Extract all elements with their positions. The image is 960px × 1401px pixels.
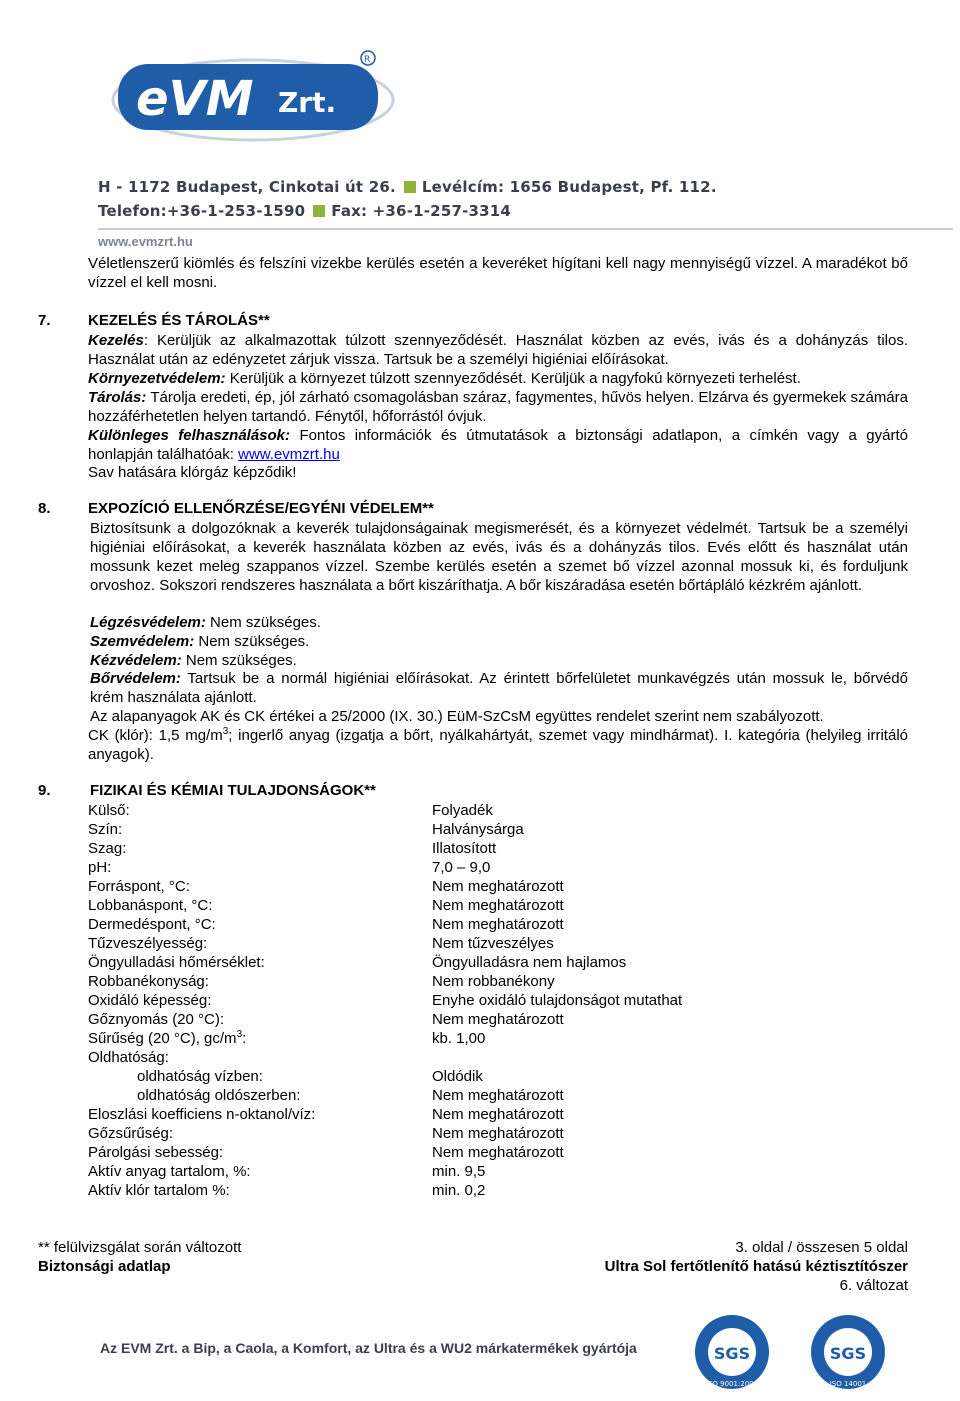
section-8-number: 8. — [38, 500, 51, 517]
szem-label: Szemvédelem: — [90, 633, 195, 650]
property-label-text: pH: — [88, 859, 112, 876]
property-value: Nem meghatározott — [432, 1011, 564, 1028]
property-value: min. 0,2 — [432, 1182, 486, 1199]
address-text: H - 1172 Budapest, Cinkotai út 26. — [98, 178, 396, 196]
section-8-body: Biztosítsunk a dolgozóknak a keverék tulajdonságainak megismerését, és a környezet védelmét. Tartsuk be a személyi higiéniai előírásokat, a keverék használata közben az evés, ivás és a dohányzás tilos. Evés előtt és használat után mossunk kezet meleg szappanos vízzel. Szembe kerülés esetén a szemet bő vízzel azonnal mossuk ki, és forduljunk orvoshoz. Sokszori rendszeres használata a bőrt kiszáríthatja. A bőr kiszáradása esetén bőrtápláló kézkrém ajánlott. — [90, 520, 908, 594]
section-9-number: 9. — [38, 782, 51, 799]
property-label-text: oldhatóság vízben: — [137, 1068, 263, 1085]
property-value: Nem meghatározott — [432, 1144, 564, 1161]
property-value: Nem meghatározott — [432, 1087, 564, 1104]
section-7-kulonleges — [88, 426, 908, 464]
company-logo — [88, 40, 408, 150]
property-label — [88, 840, 126, 857]
property-label — [88, 1144, 223, 1161]
footer-note: ** felülvizsgálat során változott — [38, 1239, 242, 1256]
property-label — [137, 1068, 263, 1085]
property-value: Nem robbanékony — [432, 973, 555, 990]
phone-text: Telefon:+36-1-253-1590 — [98, 202, 306, 220]
footer-version: 6. változat — [839, 1277, 908, 1294]
legzes-label: Légzésvédelem: — [90, 614, 206, 631]
website-link[interactable]: www.evmzrt.hu — [238, 446, 340, 463]
svg-text:Zrt.: Zrt. — [278, 86, 337, 119]
footer-doc-type: Biztonsági adatlap — [38, 1258, 171, 1275]
section-7-number: 7. — [38, 312, 51, 329]
property-label — [88, 1011, 224, 1028]
header-divider — [98, 228, 953, 230]
property-label-text: Aktív anyag tartalom, %: — [88, 1163, 251, 1180]
property-value: Nem tűzveszélyes — [432, 935, 554, 952]
green-square-icon — [313, 205, 325, 217]
property-value: Nem meghatározott — [432, 1125, 564, 1142]
property-label — [88, 1125, 173, 1142]
fax-text: Fax: +36-1-257-3314 — [331, 202, 512, 220]
svg-text:eVM: eVM — [136, 71, 254, 127]
property-label — [137, 1087, 300, 1104]
svg-text:R: R — [364, 55, 371, 65]
property-value: Nem meghatározott — [432, 916, 564, 933]
section-9-title: FIZIKAI ÉS KÉMIAI TULAJDONSÁGOK** — [90, 782, 376, 799]
header-website: www.evmzrt.hu — [98, 234, 193, 249]
property-label — [88, 1182, 230, 1199]
footer-brands: Az EVM Zrt. a Bip, a Caola, a Komfort, az Ultra és a WU2 márkatermékek gyártója — [100, 1340, 637, 1356]
property-label — [88, 878, 190, 895]
property-value: Öngyulladásra nem hajlamos — [432, 954, 627, 971]
property-label-text: Oxidáló képesség: — [88, 992, 212, 1009]
kezeles-label: Kezelés — [88, 332, 144, 349]
property-value: Oldódik — [432, 1068, 483, 1085]
property-label-text: Aktív klór tartalom %: — [88, 1182, 230, 1199]
intro-paragraph: Véletlenszerű kiömlés és felszíni vizekbe kerülés esetén a keveréket hígítani kell nagy mennyiségű vízzel. A maradékot bő vízzel el kell mosni. — [88, 255, 908, 291]
property-label-text: Dermedéspont, °C: — [88, 916, 216, 933]
kornyezet-label: Környezetvédelem: — [88, 370, 226, 387]
property-value: kb. 1,00 — [432, 1030, 486, 1047]
property-label-text: Oldhatóság: — [88, 1049, 169, 1066]
property-label — [88, 992, 211, 1009]
property-label-text: Külső: — [88, 802, 130, 819]
property-label — [88, 859, 111, 876]
ck-text-b: ; ingerlő anyag (izgatja a bőrt, nyálkahártyát, szemet vagy mindhármat). I. kategória (helyileg irritáló anyagok). — [88, 727, 908, 763]
property-label — [88, 935, 207, 952]
legzes-text: Nem szükséges. — [205, 614, 321, 631]
property-label-tail: : — [242, 1030, 247, 1047]
ck-text-a: CK (klór): 1,5 mg/m — [88, 727, 223, 744]
section-7-sav: Sav hatására klórgáz képződik! — [88, 464, 297, 481]
property-label-text: Párolgási sebesség: — [88, 1144, 224, 1161]
iso-14001-seal — [808, 1312, 888, 1392]
property-value: min. 9,5 — [432, 1163, 486, 1180]
tarolas-text: Tárolja eredeti, ép, jól zárható csomagolásban száraz, fagymentes, hűvös helyen. Elzárva és gyermekek számára hozzáférhetetlen helyen tartandó. Fénytől, hőforrástól óvjuk. — [88, 389, 908, 425]
property-label — [88, 1106, 315, 1123]
address-line-1 — [98, 178, 717, 196]
property-value: Nem meghatározott — [432, 1106, 564, 1123]
kulonleges-text: Fontos információk és útmutatások a biztonsági adatlapon, a címkén vagy a gyártó honlapján találhatóak: — [88, 427, 908, 463]
bor-row — [90, 669, 908, 707]
property-value: 7,0 – 9,0 — [432, 859, 491, 876]
mail-address-text: Levélcím: 1656 Budapest, Pf. 112. — [421, 178, 717, 196]
sgs-text-2: SGS — [829, 1344, 867, 1363]
property-label — [88, 916, 216, 933]
property-value: Halványsárga — [432, 821, 524, 838]
section-7-title: KEZELÉS ÉS TÁROLÁS** — [88, 312, 270, 329]
iso-9001-seal — [692, 1312, 772, 1392]
section-7-kornyezet — [88, 369, 908, 388]
szem-row — [90, 632, 309, 651]
property-label-text: Gőznyomás (20 °C): — [88, 1011, 225, 1028]
property-label-text: Szín: — [88, 821, 123, 838]
property-label-text: Robbanékonyság: — [88, 973, 209, 990]
property-value: Nem meghatározott — [432, 878, 564, 895]
property-value: Folyadék — [432, 802, 493, 819]
property-label-text: Lobbanáspont, °C: — [88, 897, 213, 914]
property-label — [88, 1049, 169, 1066]
property-label-text: Forráspont, °C: — [88, 878, 190, 895]
sgs-text-1: SGS — [713, 1344, 751, 1363]
kez-text: Nem szükséges. — [181, 652, 297, 669]
section-7-tarolas — [88, 388, 908, 426]
property-label-text: oldhatóság oldószerben: — [137, 1087, 301, 1104]
ck-row — [88, 726, 908, 764]
kez-label: Kézvédelem: — [90, 652, 182, 669]
property-value: Nem meghatározott — [432, 897, 564, 914]
kezeles-text: : Kerüljük az alkalmazottak túlzott szennyeződését. Használat közben az evés, ivás és a dohányzás tilos. Használat után az edényzetet zárjuk vissza. Tartsuk be a személyi higiéniai előírásokat. — [88, 332, 908, 368]
property-label — [88, 973, 209, 990]
property-label-text: Eloszlási koefficiens n-oktanol/víz: — [88, 1106, 316, 1123]
property-label-text: Öngyulladási hőmérséklet: — [88, 954, 265, 971]
tarolas-label: Tárolás: — [88, 389, 147, 406]
iso-9001-text: ISO 9001:2000 — [705, 1380, 759, 1388]
footer-product: Ultra Sol fertőtlenítő hatású kéztisztítószer — [604, 1258, 908, 1275]
property-label — [88, 1163, 251, 1180]
property-label — [88, 802, 130, 819]
ak-ck-row: Az alapanyagok AK és CK értékei a 25/2000 (IX. 30.) EüM-SzCsM együttes rendelet szerint nem szabályozott. — [90, 708, 824, 725]
legzes-row — [90, 613, 321, 632]
kornyezet-text: Kerüljük a környezet túlzott szennyeződését. Kerüljük a nagyfokú környezeti terhelést. — [225, 370, 801, 387]
property-label-text: Sűrűség (20 °C), gc/m — [88, 1030, 237, 1047]
property-label-text: Gőzsűrűség: — [88, 1125, 174, 1142]
bor-label: Bőrvédelem: — [90, 670, 181, 687]
property-label — [88, 821, 122, 838]
property-label-text: Tűzveszélyesség: — [88, 935, 208, 952]
property-value: Illatosított — [432, 840, 497, 857]
property-label — [88, 954, 265, 971]
bor-text: Tartsuk be a normál higiéniai előírásokat. Az érintett bőrfelületet munkavégzés után mossuk le, bőrvédő krém használata ajánlott. — [90, 670, 908, 706]
kulonleges-label: Különleges felhasználások: — [88, 427, 291, 444]
section-7-kezeles — [88, 331, 908, 369]
property-label — [88, 1030, 246, 1047]
property-value: Enyhe oxidáló tulajdonságot mutathat — [432, 992, 683, 1009]
property-label — [88, 897, 212, 914]
property-label-text: Szag: — [88, 840, 127, 857]
address-line-2 — [98, 202, 511, 220]
section-8-title: EXPOZÍCIÓ ELLENŐRZÉSE/EGYÉNI VÉDELEM** — [88, 500, 434, 517]
green-square-icon — [404, 181, 416, 193]
kez-row — [90, 651, 297, 670]
ck-sup: 3 — [222, 726, 229, 737]
footer-page: 3. oldal / összesen 5 oldal — [735, 1239, 908, 1256]
iso-14001-text: ISO 14001 — [829, 1380, 867, 1388]
szem-text: Nem szükséges. — [194, 633, 310, 650]
property-label-sup: 3 — [236, 1029, 243, 1040]
